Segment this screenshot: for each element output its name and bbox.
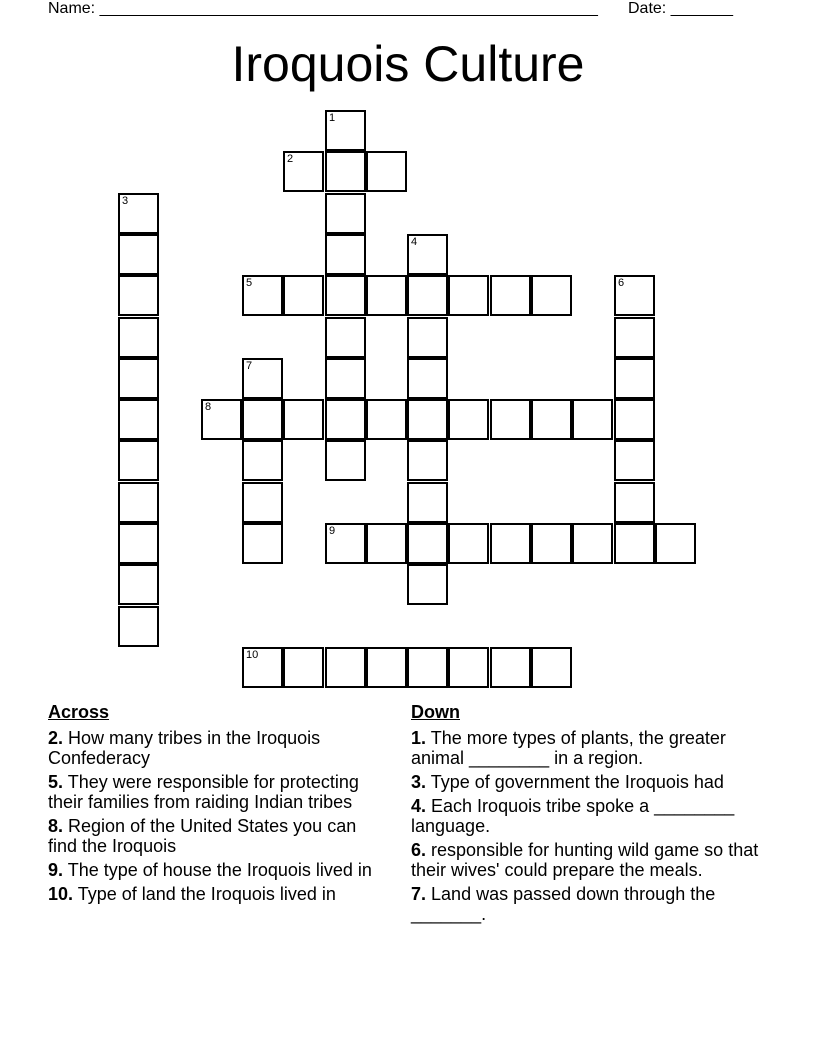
clue-number-label: 2 — [287, 153, 294, 165]
grid-cell[interactable] — [366, 399, 407, 440]
clue-number-label: 9 — [329, 525, 336, 537]
grid-cell[interactable] — [325, 110, 366, 151]
grid-cell[interactable] — [572, 399, 613, 440]
grid-cell[interactable] — [325, 399, 366, 440]
grid-cell[interactable] — [325, 193, 366, 234]
grid-cell[interactable] — [407, 482, 448, 523]
clue-across-10 — [48, 884, 388, 904]
clue-number-label: 3 — [122, 195, 129, 207]
down-heading: Down — [411, 702, 460, 722]
grid-cell[interactable] — [118, 564, 159, 605]
across-clues — [48, 702, 388, 908]
clue-text: responsible for hunting wild game so that their wives' could prepare the meals. — [411, 840, 759, 880]
grid-cell[interactable] — [283, 647, 324, 688]
grid-cell[interactable] — [325, 358, 366, 399]
grid-cell[interactable] — [325, 275, 366, 316]
grid-cell[interactable] — [283, 151, 324, 192]
grid-cell[interactable] — [242, 482, 283, 523]
clue-across-8 — [48, 816, 388, 856]
grid-cell[interactable] — [325, 151, 366, 192]
grid-cell[interactable] — [366, 275, 407, 316]
clue-text: The type of house the Iroquois lived in — [67, 860, 372, 880]
grid-cell[interactable] — [490, 275, 531, 316]
grid-cell[interactable] — [407, 399, 448, 440]
clue-number: 4. — [411, 796, 427, 816]
grid-cell[interactable] — [325, 647, 366, 688]
grid-cell[interactable] — [201, 399, 242, 440]
grid-cell[interactable] — [448, 399, 489, 440]
grid-cell[interactable] — [118, 234, 159, 275]
grid-cell[interactable] — [407, 234, 448, 275]
grid-cell[interactable] — [490, 523, 531, 564]
grid-cell[interactable] — [614, 482, 655, 523]
grid-cell[interactable] — [407, 275, 448, 316]
grid-cell[interactable] — [407, 647, 448, 688]
date-field-label: Date: _______ — [628, 0, 733, 17]
clue-across-5 — [48, 772, 388, 812]
grid-cell[interactable] — [655, 523, 696, 564]
grid-cell[interactable] — [448, 523, 489, 564]
clue-number: 8. — [48, 816, 64, 836]
grid-cell[interactable] — [366, 523, 407, 564]
grid-cell[interactable] — [242, 399, 283, 440]
grid-cell[interactable] — [118, 482, 159, 523]
grid-cell[interactable] — [614, 358, 655, 399]
grid-cell[interactable] — [407, 523, 448, 564]
grid-cell[interactable] — [242, 523, 283, 564]
clue-text: Land was passed down through the _______. — [411, 884, 716, 924]
clue-number-label: 10 — [246, 649, 259, 661]
grid-cell[interactable] — [614, 275, 655, 316]
grid-cell[interactable] — [448, 275, 489, 316]
grid-cell[interactable] — [242, 440, 283, 481]
clue-number-label: 6 — [618, 277, 625, 289]
grid-cell[interactable] — [118, 193, 159, 234]
clue-number: 7. — [411, 884, 427, 904]
clue-text: The more types of plants, the greater animal ________ in a region. — [411, 728, 726, 768]
clue-down-7 — [411, 884, 761, 924]
clue-number: 9. — [48, 860, 64, 880]
clue-number-label: 7 — [246, 360, 253, 372]
grid-cell[interactable] — [531, 399, 572, 440]
clue-across-9 — [48, 860, 388, 880]
clue-number: 5. — [48, 772, 64, 792]
grid-cell[interactable] — [283, 399, 324, 440]
clue-number-label: 4 — [411, 236, 418, 248]
grid-cell[interactable] — [366, 151, 407, 192]
clue-number-label: 1 — [329, 112, 336, 124]
clue-down-6 — [411, 840, 761, 880]
clue-number: 10. — [48, 884, 74, 904]
grid-cell[interactable] — [407, 564, 448, 605]
grid-cell[interactable] — [407, 317, 448, 358]
grid-cell[interactable] — [572, 523, 613, 564]
grid-cell[interactable] — [118, 440, 159, 481]
grid-cell[interactable] — [118, 399, 159, 440]
down-clues — [411, 702, 761, 928]
clue-down-3 — [411, 772, 761, 792]
grid-cell[interactable] — [407, 358, 448, 399]
grid-cell[interactable] — [614, 440, 655, 481]
grid-cell[interactable] — [531, 275, 572, 316]
grid-cell[interactable] — [531, 647, 572, 688]
grid-cell[interactable] — [407, 440, 448, 481]
grid-cell[interactable] — [118, 606, 159, 647]
grid-cell[interactable] — [490, 647, 531, 688]
clue-number-label: 5 — [246, 277, 253, 289]
grid-cell[interactable] — [490, 399, 531, 440]
clue-number: 1. — [411, 728, 427, 748]
grid-cell[interactable] — [242, 358, 283, 399]
grid-cell[interactable] — [614, 399, 655, 440]
clue-across-2 — [48, 728, 388, 768]
grid-cell[interactable] — [614, 523, 655, 564]
grid-cell[interactable] — [118, 275, 159, 316]
clue-text: Type of government the Iroquois had — [430, 772, 724, 792]
clue-number-label: 8 — [205, 401, 212, 413]
clue-number: 3. — [411, 772, 427, 792]
grid-cell[interactable] — [325, 523, 366, 564]
grid-cell[interactable] — [118, 317, 159, 358]
grid-cell[interactable] — [531, 523, 572, 564]
grid-cell[interactable] — [118, 523, 159, 564]
across-heading: Across — [48, 702, 110, 722]
grid-cell[interactable] — [325, 317, 366, 358]
page-title: Iroquois Culture — [231, 36, 585, 92]
grid-cell[interactable] — [448, 647, 489, 688]
clue-down-1 — [411, 728, 761, 768]
clue-text: They were responsible for protecting their families from raiding Indian tribes — [48, 772, 359, 812]
grid-cell[interactable] — [242, 275, 283, 316]
clue-number: 6. — [411, 840, 427, 860]
clue-text: How many tribes in the Iroquois Confederacy — [48, 728, 321, 768]
grid-cell[interactable] — [242, 647, 283, 688]
grid-cell[interactable] — [614, 317, 655, 358]
grid-cell[interactable] — [325, 440, 366, 481]
grid-cell[interactable] — [325, 234, 366, 275]
clue-number: 2. — [48, 728, 64, 748]
clue-down-4 — [411, 796, 761, 836]
clue-text: Region of the United States you can find the Iroquois — [48, 816, 357, 856]
clue-text: Each Iroquois tribe spoke a ________ language. — [411, 796, 735, 836]
grid-cell[interactable] — [283, 275, 324, 316]
grid-cell[interactable] — [118, 358, 159, 399]
clue-text: Type of land the Iroquois lived in — [77, 884, 336, 904]
grid-cell[interactable] — [366, 647, 407, 688]
name-field-label: Name: ________________________________________________________ — [48, 0, 598, 17]
